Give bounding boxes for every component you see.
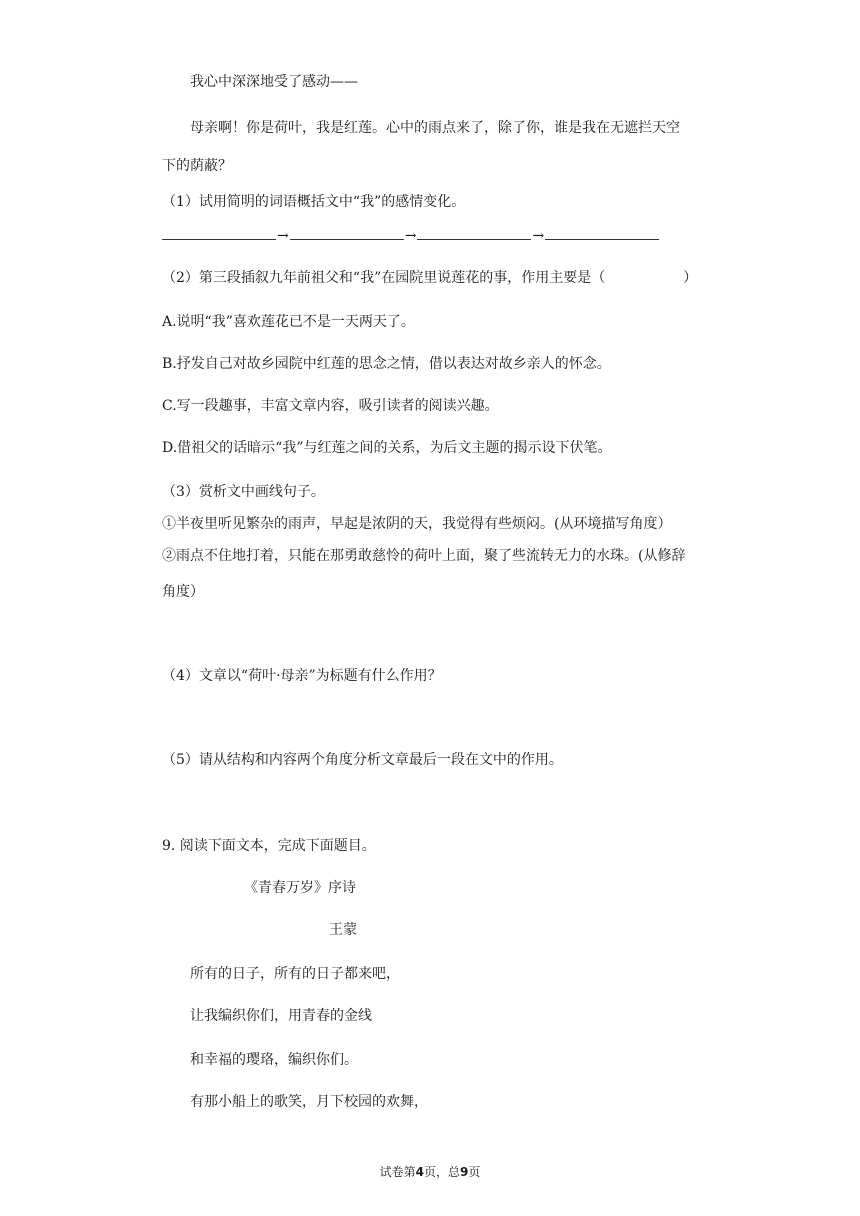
question-1: （1）试用简明的词语概括文中“我”的感情变化。 (162, 194, 466, 210)
answer-blank-4[interactable] (545, 227, 659, 240)
passage-line-2a: 母亲啊！你是荷叶，我是红莲。心中的雨点来了，除了你，谁是我在无遮拦天空 (190, 120, 680, 136)
arrow-1: → (277, 228, 289, 244)
poem-line-3: 和幸福的璎珞，编织你们。 (190, 1052, 358, 1068)
option-c: C.写一段趣事，丰富文章内容，吸引读者的阅读兴趣。 (162, 398, 499, 414)
answer-blank-2[interactable] (290, 227, 404, 240)
poem-line-1: 所有的日子，所有的日子都来吧， (190, 966, 400, 982)
question-3-sentence-2a: ②雨点不住地打着，只能在那勇敢慈怜的荷叶上面，聚了些流转无力的水珠。(从修辞 (162, 548, 686, 564)
poem-line-4: 有那小船上的歌笑，月下校园的欢舞， (190, 1094, 428, 1110)
answer-blanks-row (162, 226, 659, 246)
question-2-close: ） (683, 270, 698, 286)
arrow-3: → (532, 228, 545, 244)
footer-total-pages: 9 (460, 1165, 469, 1179)
question-4: （4）文章以“荷叶·母亲”为标题有什么作用？ (162, 668, 442, 684)
passage-line-1: 我心中深深地受了感动—— (190, 74, 358, 90)
question-9-intro: 9. 阅读下面文本，完成下面题目。 (162, 838, 376, 854)
poem-author: 王蒙 (329, 922, 357, 938)
question-2-stem: （2）第三段插叙九年前祖父和“我”在园院里说莲花的事，作用主要是（ (162, 270, 606, 286)
poem-line-2: 让我编织你们，用青春的金线 (190, 1008, 372, 1024)
footer-middle: 页，总 (423, 1165, 460, 1179)
footer-suffix: 页 (468, 1165, 481, 1179)
question-3-sentence-2b: 角度） (162, 584, 204, 600)
answer-blank-1[interactable] (162, 227, 276, 240)
footer-page-number: 4 (415, 1165, 424, 1179)
arrow-2: → (404, 228, 417, 244)
option-b: B.抒发自己对故乡园院中红莲的思念之情，借以表达对故乡亲人的怀念。 (162, 356, 611, 372)
option-a: A.说明“我”喜欢莲花已不是一天两天了。 (162, 314, 415, 330)
question-5: （5）请从结构和内容两个角度分析文章最后一段在文中的作用。 (162, 752, 563, 768)
passage-line-2b: 下的荫蔽？ (162, 158, 232, 174)
question-3: （3）赏析文中画线句子。 (162, 484, 325, 500)
answer-blank-3[interactable] (417, 227, 531, 240)
option-d: D.借祖父的话暗示“我”与红莲之间的关系，为后文主题的揭示设下伏笔。 (162, 440, 612, 456)
poem-title: 《青春万岁》序诗 (244, 880, 356, 896)
question-2 (162, 268, 697, 288)
footer-prefix: 试卷第 (379, 1165, 416, 1179)
question-3-sentence-1: ①半夜里听见繁杂的雨声，早起是浓阴的天，我觉得有些烦闷。(从环境描写角度） (162, 516, 672, 532)
page-footer (0, 1164, 860, 1180)
